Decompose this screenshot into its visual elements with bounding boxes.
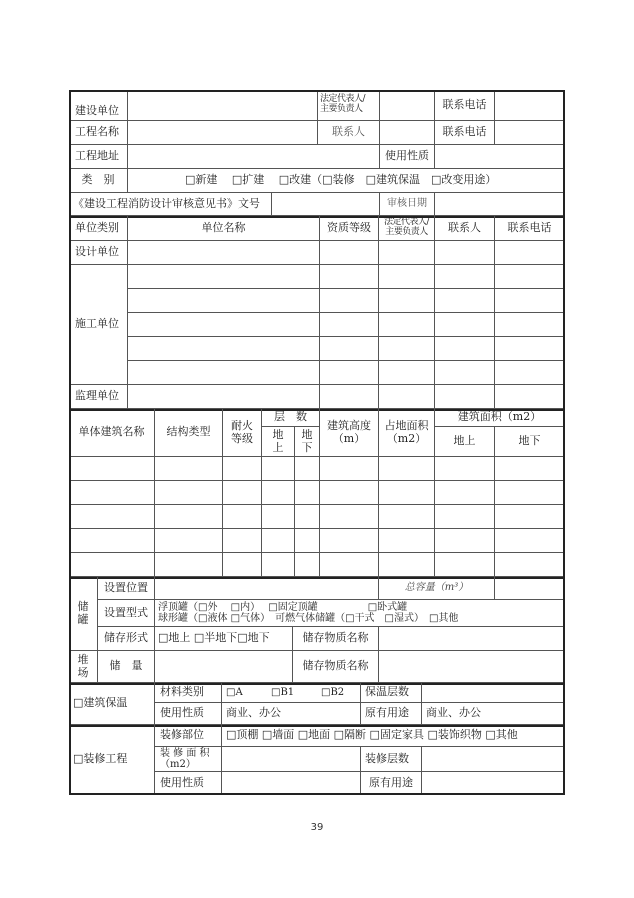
bldg-footprint-field[interactable] bbox=[379, 481, 435, 505]
bldg-area-below-field[interactable] bbox=[495, 457, 565, 481]
supervision-unit-legal-rep[interactable] bbox=[379, 385, 435, 409]
label-decoration-original: 原有用途 bbox=[361, 772, 422, 795]
construction-unit-qualification[interactable] bbox=[320, 313, 379, 337]
construction-unit-legal-rep[interactable] bbox=[379, 313, 435, 337]
construction-unit-contact[interactable] bbox=[435, 337, 495, 361]
bldg-fire-rating-field[interactable] bbox=[223, 481, 262, 505]
label-decoration-floors: 装修层数 bbox=[361, 747, 422, 772]
decoration-use-field[interactable] bbox=[222, 772, 361, 795]
label-category: 类 别 bbox=[69, 169, 128, 193]
bldg-floors-above-field[interactable] bbox=[262, 505, 295, 529]
bldg-floors-above-field[interactable] bbox=[262, 481, 295, 505]
label-review-date: 审核日期 bbox=[380, 193, 435, 216]
label-design-unit: 设计单位 bbox=[69, 241, 128, 265]
tank-capacity-field[interactable] bbox=[495, 577, 565, 600]
bldg-height-field[interactable] bbox=[320, 457, 379, 481]
decoration-floors-field[interactable] bbox=[422, 747, 565, 772]
bldg-header-floors-below: 地 下 bbox=[295, 427, 320, 457]
label-tank-location: 设置位置 bbox=[98, 577, 155, 600]
label-yard-amount: 储 量 bbox=[98, 651, 155, 683]
design-unit-qualification[interactable] bbox=[320, 241, 379, 265]
label-supervision-unit: 监理单位 bbox=[69, 385, 128, 409]
bldg-area-above-field[interactable] bbox=[435, 529, 495, 553]
page-number: 39 bbox=[310, 822, 324, 833]
owner-unit-field[interactable] bbox=[128, 90, 318, 121]
option-b1[interactable]: □B1 bbox=[271, 686, 295, 698]
label-material-name-2: 储存物质名称 bbox=[293, 651, 379, 683]
supervision-unit-qualification[interactable] bbox=[320, 385, 379, 409]
construction-unit-contact[interactable] bbox=[435, 313, 495, 337]
bldg-floors-below-field[interactable] bbox=[295, 481, 320, 505]
units-header-phone: 联系电话 bbox=[495, 216, 565, 241]
bldg-footprint-field[interactable] bbox=[379, 505, 435, 529]
units-header-legal-rep: 法定代表人/ 主要负责人 bbox=[379, 216, 435, 241]
construction-unit-phone[interactable] bbox=[495, 337, 565, 361]
bldg-area-below-field[interactable] bbox=[495, 553, 565, 577]
design-unit-contact[interactable] bbox=[435, 241, 495, 265]
units-header-category: 单位类别 bbox=[69, 216, 128, 241]
label-tank-capacity: 总容量（m³） bbox=[379, 577, 495, 600]
label-contact: 联系人 bbox=[318, 121, 380, 145]
label-insulation-material: 材料类别 bbox=[155, 683, 222, 703]
bldg-fire-rating-field[interactable] bbox=[223, 457, 262, 481]
decoration-part-options[interactable]: □顶棚 □墙面 □地面 □隔断 □固定家具 □装饰织物 □其他 bbox=[222, 725, 565, 747]
fire-inspection-form bbox=[69, 90, 565, 795]
project-name-field[interactable] bbox=[128, 121, 318, 145]
label-opinion-doc: 《建设工程消防设计审核意见书》文号 bbox=[69, 193, 272, 216]
bldg-floors-below-field[interactable] bbox=[295, 457, 320, 481]
label-phone: 联系电话 bbox=[435, 90, 495, 121]
use-nature-field[interactable] bbox=[435, 145, 565, 169]
units-header-qualification: 资质等级 bbox=[320, 216, 379, 241]
construction-unit-phone[interactable] bbox=[495, 313, 565, 337]
bldg-header-height: 建筑高度 （m） bbox=[320, 409, 379, 457]
bldg-footprint-field[interactable] bbox=[379, 553, 435, 577]
storage-form-options[interactable]: □地上 □半地下□地下 bbox=[155, 627, 293, 651]
label-insulation-original: 原有用途 bbox=[361, 703, 422, 725]
label-insulation-use: 使用性质 bbox=[155, 703, 222, 725]
label-decoration-part: 装修部位 bbox=[155, 725, 222, 747]
construction-unit-qualification[interactable] bbox=[320, 265, 379, 289]
label-use-nature: 使用性质 bbox=[380, 145, 435, 169]
construction-unit-qualification[interactable] bbox=[320, 289, 379, 313]
label-owner-unit: 建设单位 bbox=[69, 90, 128, 121]
bldg-name-field[interactable] bbox=[69, 505, 155, 529]
tank-location-field[interactable] bbox=[155, 577, 379, 600]
bldg-structure-field[interactable] bbox=[155, 457, 223, 481]
bldg-header-structure: 结构类型 bbox=[155, 409, 223, 457]
label-legal-rep: 法定代表人/ 主要负责人 bbox=[318, 90, 380, 121]
construction-unit-legal-rep[interactable] bbox=[379, 289, 435, 313]
units-header-contact: 联系人 bbox=[435, 216, 495, 241]
bldg-floors-below-field[interactable] bbox=[295, 505, 320, 529]
bldg-name-field[interactable] bbox=[69, 457, 155, 481]
label-construction-unit: 施工单位 bbox=[69, 265, 128, 385]
construction-unit-contact[interactable] bbox=[435, 289, 495, 313]
construction-unit-contact[interactable] bbox=[435, 361, 495, 385]
tank-type-line-1[interactable]: 浮顶罐（□外 □内） □固定顶罐 □卧式罐 bbox=[158, 602, 408, 613]
label-insulation-layers: 保温层数 bbox=[361, 683, 422, 703]
bldg-header-fire-rating: 耐火 等级 bbox=[223, 409, 262, 457]
bldg-floors-above-field[interactable] bbox=[262, 457, 295, 481]
construction-unit-phone[interactable] bbox=[495, 361, 565, 385]
bldg-structure-field[interactable] bbox=[155, 553, 223, 577]
design-unit-phone[interactable] bbox=[495, 241, 565, 265]
decoration-area-field[interactable] bbox=[222, 747, 361, 772]
option-a[interactable]: □A bbox=[226, 686, 243, 698]
bldg-name-field[interactable] bbox=[69, 553, 155, 577]
option-b2[interactable]: □B2 bbox=[321, 686, 345, 698]
bldg-header-area-below: 地下 bbox=[495, 427, 565, 457]
label-phone-2: 联系电话 bbox=[435, 121, 495, 145]
address-field[interactable] bbox=[128, 145, 380, 169]
review-date-field[interactable] bbox=[435, 193, 565, 216]
bldg-area-below-field[interactable] bbox=[495, 505, 565, 529]
label-tank-type: 设置型式 bbox=[98, 600, 155, 627]
bldg-fire-rating-field[interactable] bbox=[223, 529, 262, 553]
construction-unit-qualification[interactable] bbox=[320, 337, 379, 361]
insulation-material-options[interactable] bbox=[222, 683, 361, 703]
label-storage-form: 储存形式 bbox=[98, 627, 155, 651]
phone-2-field[interactable] bbox=[495, 121, 565, 145]
bldg-area-below-field[interactable] bbox=[495, 529, 565, 553]
construction-unit-name[interactable] bbox=[128, 289, 320, 313]
decoration-original-field[interactable] bbox=[422, 772, 565, 795]
decoration-checkbox[interactable]: □装修工程 bbox=[69, 725, 155, 795]
bldg-header-floors: 层 数 bbox=[262, 409, 320, 427]
opinion-doc-field[interactable] bbox=[272, 193, 380, 216]
bldg-floors-below-field[interactable] bbox=[295, 553, 320, 577]
bldg-fire-rating-field[interactable] bbox=[223, 505, 262, 529]
construction-unit-contact[interactable] bbox=[435, 265, 495, 289]
design-unit-legal-rep[interactable] bbox=[379, 241, 435, 265]
bldg-footprint-field[interactable] bbox=[379, 457, 435, 481]
insulation-layers-field[interactable] bbox=[422, 683, 565, 703]
yard-amount-field[interactable] bbox=[155, 651, 293, 683]
bldg-floors-above-field[interactable] bbox=[262, 529, 295, 553]
insulation-original-value[interactable]: 商业、办公 bbox=[422, 703, 565, 725]
label-material-name: 储存物质名称 bbox=[293, 627, 379, 651]
bldg-area-above-field[interactable] bbox=[435, 553, 495, 577]
bldg-name-field[interactable] bbox=[69, 529, 155, 553]
bldg-structure-field[interactable] bbox=[155, 529, 223, 553]
bldg-structure-field[interactable] bbox=[155, 505, 223, 529]
insulation-use-value[interactable]: 商业、办公 bbox=[222, 703, 361, 725]
bldg-height-field[interactable] bbox=[320, 529, 379, 553]
material-name-2-field[interactable] bbox=[379, 651, 565, 683]
contact-field[interactable] bbox=[380, 121, 435, 145]
label-decoration-use: 使用性质 bbox=[155, 772, 222, 795]
bldg-name-field[interactable] bbox=[69, 481, 155, 505]
bldg-height-field[interactable] bbox=[320, 505, 379, 529]
bldg-header-area-above: 地上 bbox=[435, 427, 495, 457]
bldg-footprint-field[interactable] bbox=[379, 529, 435, 553]
bldg-header-name: 单体建筑名称 bbox=[69, 409, 155, 457]
tank-type-line-2[interactable]: 球形罐（□液体 □气体） 可燃气体储罐（□干式 □湿式） □其他 bbox=[158, 613, 459, 624]
category-options[interactable]: □新建 □扩建 □改建（□装修 □建筑保温 □改变用途） bbox=[128, 169, 565, 193]
bldg-fire-rating-field[interactable] bbox=[223, 553, 262, 577]
supervision-unit-phone[interactable] bbox=[495, 385, 565, 409]
material-name-field[interactable] bbox=[379, 627, 565, 651]
label-tank: 储 罐 bbox=[69, 577, 98, 651]
bldg-area-above-field[interactable] bbox=[435, 505, 495, 529]
construction-unit-legal-rep[interactable] bbox=[379, 337, 435, 361]
construction-unit-qualification[interactable] bbox=[320, 361, 379, 385]
construction-unit-legal-rep[interactable] bbox=[379, 265, 435, 289]
label-address: 工程地址 bbox=[69, 145, 128, 169]
construction-unit-name[interactable] bbox=[128, 361, 320, 385]
bldg-header-footprint: 占地面积 （m2） bbox=[379, 409, 435, 457]
design-unit-name[interactable] bbox=[128, 241, 320, 265]
supervision-unit-name[interactable] bbox=[128, 385, 320, 409]
construction-unit-phone[interactable] bbox=[495, 289, 565, 313]
tank-type-options[interactable] bbox=[155, 600, 565, 627]
bldg-area-above-field[interactable] bbox=[435, 481, 495, 505]
bldg-floors-above-field[interactable] bbox=[262, 553, 295, 577]
phone-field[interactable] bbox=[495, 90, 565, 121]
bldg-structure-field[interactable] bbox=[155, 481, 223, 505]
label-project-name: 工程名称 bbox=[69, 121, 128, 145]
construction-unit-name[interactable] bbox=[128, 313, 320, 337]
bldg-area-below-field[interactable] bbox=[495, 481, 565, 505]
bldg-area-above-field[interactable] bbox=[435, 457, 495, 481]
units-header-name: 单位名称 bbox=[128, 216, 320, 241]
supervision-unit-contact[interactable] bbox=[435, 385, 495, 409]
bldg-header-floors-above: 地 上 bbox=[262, 427, 295, 457]
construction-unit-name[interactable] bbox=[128, 337, 320, 361]
bldg-height-field[interactable] bbox=[320, 481, 379, 505]
bldg-height-field[interactable] bbox=[320, 553, 379, 577]
construction-unit-phone[interactable] bbox=[495, 265, 565, 289]
insulation-checkbox[interactable]: □建筑保温 bbox=[69, 683, 155, 725]
bldg-floors-below-field[interactable] bbox=[295, 529, 320, 553]
legal-rep-field[interactable] bbox=[380, 90, 435, 121]
label-yard: 堆 场 bbox=[69, 651, 98, 683]
label-decoration-area: 装 修 面 积 （m2） bbox=[155, 747, 222, 772]
bldg-header-area: 建筑面积（m2） bbox=[435, 409, 565, 427]
construction-unit-name[interactable] bbox=[128, 265, 320, 289]
construction-unit-legal-rep[interactable] bbox=[379, 361, 435, 385]
